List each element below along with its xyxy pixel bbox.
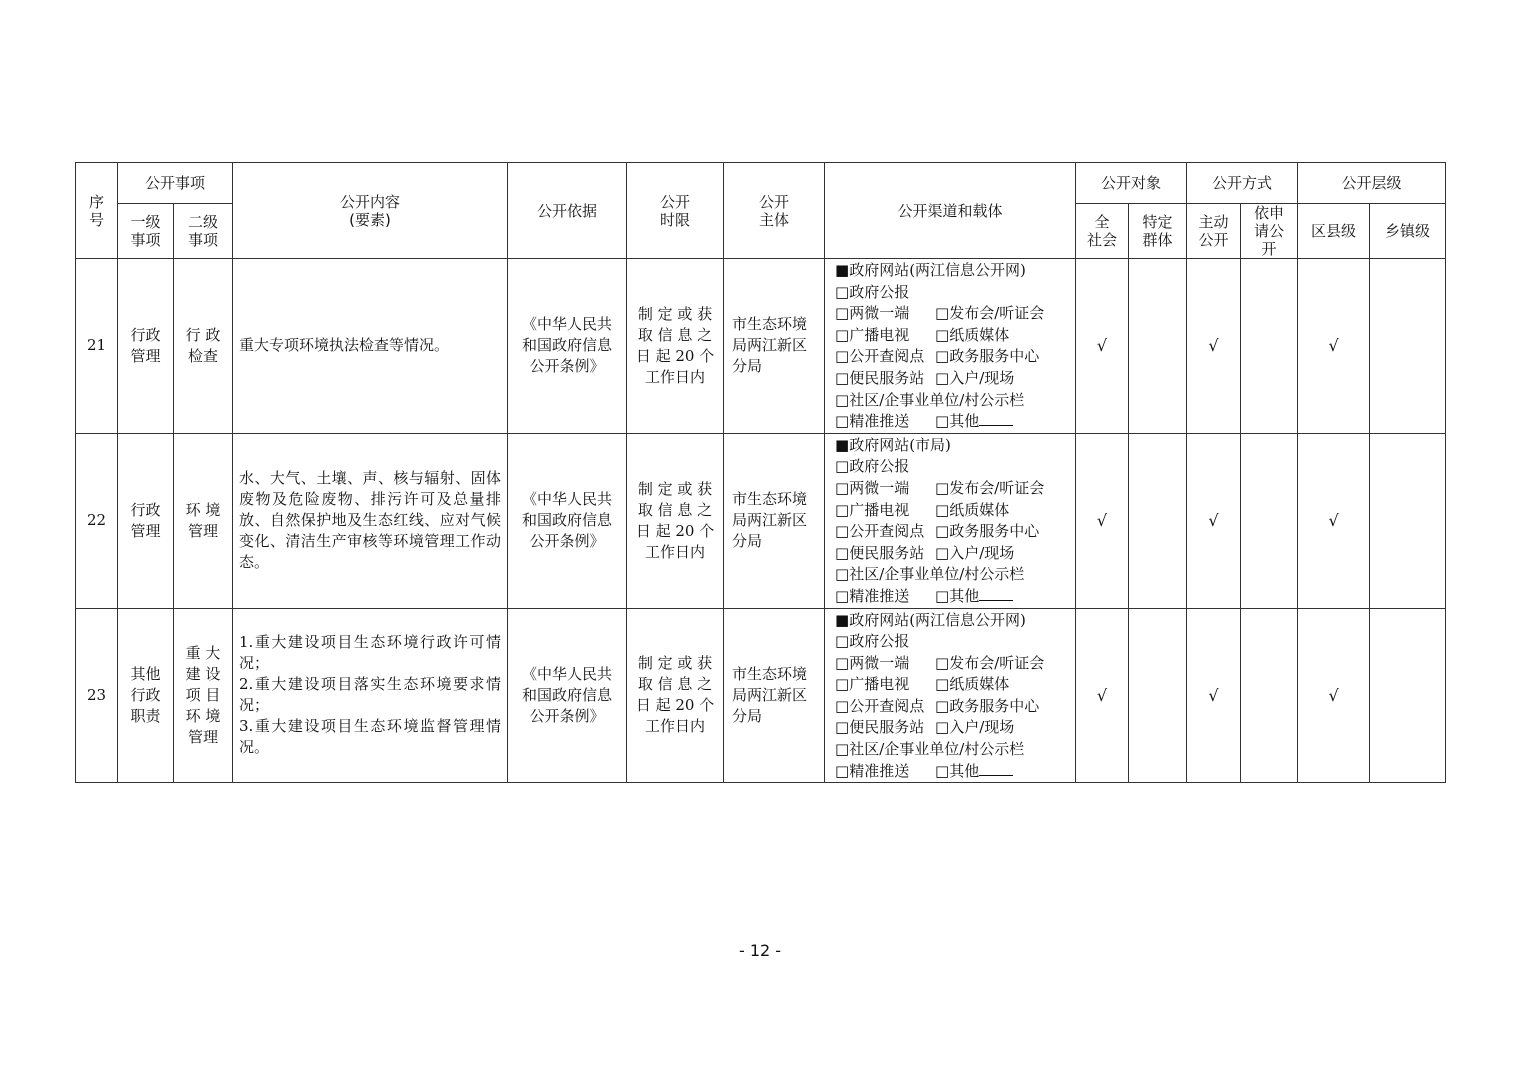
channel-broadcast <box>835 674 1075 696</box>
channel-broadcast <box>835 325 1075 347</box>
row-level1-line: 管理 <box>130 521 161 540</box>
row-seq: 22 <box>76 433 118 608</box>
channel-reading <box>835 346 1075 368</box>
channel-push-a: □精准推送 <box>835 761 910 780</box>
header-method-active <box>1187 204 1241 259</box>
channel-media-a: □两微一端 <box>835 304 910 323</box>
row-basis-line: 公开条例》 <box>529 357 605 376</box>
channel-reading <box>835 696 1075 718</box>
row-level2-line: 项 目 <box>185 685 221 704</box>
channel-website <box>835 435 1075 457</box>
header-audience-all-line-1: 全 <box>1094 213 1110 231</box>
channel-website-text: ■政府网站(市局) <box>835 435 951 454</box>
channel-reading-a: □公开查阅点 <box>835 696 925 715</box>
channel-push-b: □其他 <box>935 412 980 431</box>
channel-push <box>835 411 1075 433</box>
row-seq: 23 <box>76 608 118 783</box>
row-level1 <box>118 608 174 783</box>
row-channels <box>825 433 1076 608</box>
header-level1-line-2: 事项 <box>130 231 161 249</box>
channel-service-a: □便民服务站 <box>835 718 925 737</box>
channel-service-a: □便民服务站 <box>835 543 925 562</box>
row-time-limit <box>627 259 724 434</box>
header-subject <box>724 163 825 259</box>
row-level2-line: 建 设 <box>185 664 221 683</box>
row-level2-line: 管理 <box>188 521 219 540</box>
row-content-line: 重大专项环境执法检查等情况。 <box>239 336 450 355</box>
channel-gazette-text: □政府公报 <box>835 632 910 651</box>
header-level1-line-1: 一级 <box>130 213 161 231</box>
channel-list <box>835 609 1075 783</box>
header-content-line-1: 公开内容 <box>340 192 401 211</box>
channel-service-a: □便民服务站 <box>835 368 925 387</box>
row-audience-specific <box>1129 259 1187 434</box>
channel-website <box>835 260 1075 282</box>
channel-website <box>835 610 1075 632</box>
channel-service-b: □入户/现场 <box>935 368 1015 387</box>
header-method-request <box>1241 204 1298 259</box>
header-time-limit <box>627 163 724 259</box>
row-method-active: √ <box>1187 433 1241 608</box>
channel-blank <box>979 411 1013 426</box>
row-level-town <box>1370 433 1446 608</box>
header-time-limit-line-1: 公开 <box>660 192 691 211</box>
channel-service <box>835 717 1075 739</box>
header-level2-line-1: 二级 <box>188 213 219 231</box>
header-level-group: 公开层级 <box>1298 163 1446 204</box>
row-level2 <box>174 433 233 608</box>
row-subject-line: 分局 <box>732 532 763 551</box>
row-subject-line: 局两江新区 <box>732 511 808 530</box>
row-method-request <box>1241 259 1298 434</box>
row-audience-all: √ <box>1076 433 1129 608</box>
table-body <box>76 259 1446 783</box>
disclosure-table <box>75 162 1446 783</box>
row-level2-line: 行 政 <box>185 325 221 344</box>
channel-service-b: □入户/现场 <box>935 543 1015 562</box>
channel-service-b: □入户/现场 <box>935 718 1015 737</box>
row-time-limit-line: 取 信 息 之 <box>637 675 713 694</box>
row-basis-line: 《中华人民共 <box>522 490 613 509</box>
channel-community <box>835 564 1075 586</box>
row-content <box>233 259 508 434</box>
channel-media <box>835 653 1075 675</box>
row-method-request <box>1241 608 1298 783</box>
header-content-line-2: (要素) <box>349 210 391 229</box>
row-audience-specific <box>1129 433 1187 608</box>
channel-community-text: □社区/企事业单位/村公示栏 <box>835 565 1025 584</box>
row-content-line: 3.重大建设项目生态环境监督管理情况。 <box>239 717 502 757</box>
header-time-limit-line-2: 时限 <box>660 210 691 229</box>
row-level2-line: 环 境 <box>185 706 221 725</box>
row-channels <box>825 259 1076 434</box>
row-time-limit-line: 日 起 20 个 <box>635 346 715 365</box>
channel-website-text: ■政府网站(两江信息公开网) <box>835 610 1026 629</box>
channel-media-b: □发布会/听证会 <box>935 304 1045 323</box>
row-basis-line: 和国政府信息 <box>522 511 613 530</box>
row-level1-line: 行政 <box>130 685 161 704</box>
header-seq-char: 号 <box>88 210 104 229</box>
channel-broadcast-b: □纸质媒体 <box>935 675 1010 694</box>
channel-push-b: □其他 <box>935 586 980 605</box>
channel-push-a: □精准推送 <box>835 586 910 605</box>
channel-gazette <box>835 282 1075 304</box>
row-basis <box>508 259 627 434</box>
row-time-limit-line: 日 起 20 个 <box>635 696 715 715</box>
channel-reading-a: □公开查阅点 <box>835 347 925 366</box>
channel-media-b: □发布会/听证会 <box>935 478 1045 497</box>
row-time-limit-line: 制 定 或 获 <box>637 479 713 498</box>
page-number: - 12 - <box>738 941 782 960</box>
row-subject-line: 市生态环境 <box>732 315 808 334</box>
row-method-active: √ <box>1187 608 1241 783</box>
channel-media-a: □两微一端 <box>835 478 910 497</box>
row-basis-line: 公开条例》 <box>529 706 605 725</box>
header-basis: 公开依据 <box>508 163 627 259</box>
channel-gazette-text: □政府公报 <box>835 457 910 476</box>
header-level2 <box>174 204 233 259</box>
header-audience-group: 公开对象 <box>1076 163 1187 204</box>
channel-media-a: □两微一端 <box>835 653 910 672</box>
row-subject-line: 分局 <box>732 357 763 376</box>
row-level2-line: 重 大 <box>185 643 221 662</box>
row-content-line: 2.重大建设项目落实生态环境要求情况； <box>239 675 502 715</box>
channel-community <box>835 739 1075 761</box>
row-subject-line: 局两江新区 <box>732 336 808 355</box>
header-row-1 <box>76 163 1446 204</box>
header-seq-char: 序 <box>88 192 104 211</box>
row-basis <box>508 608 627 783</box>
row-time-limit <box>627 433 724 608</box>
row-level1-line: 行政 <box>130 500 161 519</box>
header-seq-text <box>76 193 117 229</box>
row-level1-line: 行政 <box>130 325 161 344</box>
row-subject <box>724 433 825 608</box>
row-time-limit-line: 工作日内 <box>645 367 706 386</box>
channel-reading-b: □政务服务中心 <box>935 522 1040 541</box>
channel-list <box>835 259 1075 433</box>
row-subject-line: 市生态环境 <box>732 490 808 509</box>
row-content-line: 水、大气、土壤、声、核与辐射、固体废物及危险废物、排污许可及总量排放、自然保护地及生态红线、应对气候变化、清洁生产审核等环境管理工作动态。 <box>239 469 502 572</box>
header-method-active-line-1: 主动 <box>1198 213 1229 231</box>
row-basis-line: 公开条例》 <box>529 532 605 551</box>
channel-push <box>835 761 1075 783</box>
header-audience-all-line-2: 社会 <box>1087 231 1118 249</box>
header-audience-specific <box>1129 204 1187 259</box>
channel-reading-a: □公开查阅点 <box>835 522 925 541</box>
row-time-limit-line: 工作日内 <box>645 717 706 736</box>
header-audience-specific-line-2: 群体 <box>1142 231 1173 249</box>
channel-media <box>835 303 1075 325</box>
channel-list <box>835 434 1075 608</box>
channel-broadcast <box>835 500 1075 522</box>
row-audience-all: √ <box>1076 608 1129 783</box>
channel-community <box>835 390 1075 412</box>
row-time-limit-line: 制 定 或 获 <box>637 654 713 673</box>
channel-reading-b: □政务服务中心 <box>935 347 1040 366</box>
channel-service <box>835 368 1075 390</box>
row-content <box>233 433 508 608</box>
table-row <box>76 259 1446 434</box>
row-level2-line: 管理 <box>188 727 219 746</box>
row-level-county: √ <box>1298 608 1370 783</box>
row-level2 <box>174 608 233 783</box>
row-time-limit-line: 取 信 息 之 <box>637 500 713 519</box>
row-method-active: √ <box>1187 259 1241 434</box>
row-channels <box>825 608 1076 783</box>
channel-gazette <box>835 456 1075 478</box>
channel-media-b: □发布会/听证会 <box>935 653 1045 672</box>
row-level1-line: 管理 <box>130 346 161 365</box>
header-method-request-line-3: 开 <box>1261 240 1277 258</box>
row-basis <box>508 433 627 608</box>
row-audience-specific <box>1129 608 1187 783</box>
channel-service <box>835 543 1075 565</box>
channel-reading <box>835 521 1075 543</box>
channel-reading-b: □政务服务中心 <box>935 696 1040 715</box>
header-level1 <box>118 204 174 259</box>
row-basis-line: 和国政府信息 <box>522 336 613 355</box>
row-subject <box>724 259 825 434</box>
table-row <box>76 608 1446 783</box>
row-level2 <box>174 259 233 434</box>
channel-broadcast-b: □纸质媒体 <box>935 325 1010 344</box>
row-level1-line: 其他 <box>130 664 161 683</box>
header-subject-line-2: 主体 <box>759 210 790 229</box>
row-content-line: 1.重大建设项目生态环境行政许可情况； <box>239 633 502 673</box>
channel-website-text: ■政府网站(两江信息公开网) <box>835 261 1026 279</box>
channel-broadcast-a: □广播电视 <box>835 500 910 519</box>
channel-broadcast-b: □纸质媒体 <box>935 500 1010 519</box>
header-method-active-line-2: 公开 <box>1198 231 1229 249</box>
row-time-limit-line: 工作日内 <box>645 542 706 561</box>
header-level2-line-2: 事项 <box>188 231 219 249</box>
row-subject-line: 局两江新区 <box>732 685 808 704</box>
channel-push-a: □精准推送 <box>835 412 910 431</box>
row-time-limit <box>627 608 724 783</box>
channel-broadcast-a: □广播电视 <box>835 325 910 344</box>
row-level1 <box>118 433 174 608</box>
header-level-county: 区县级 <box>1298 204 1370 259</box>
header-content <box>233 163 508 259</box>
header-method-request-line-2: 请公 <box>1254 222 1285 240</box>
row-time-limit-line: 取 信 息 之 <box>637 325 713 344</box>
header-level-town: 乡镇级 <box>1370 204 1446 259</box>
row-basis-line: 和国政府信息 <box>522 685 613 704</box>
header-method-request-line-1: 依申 <box>1254 204 1285 222</box>
row-level-county: √ <box>1298 433 1370 608</box>
channel-push-b: □其他 <box>935 761 980 780</box>
row-content <box>233 608 508 783</box>
row-level2-line: 检查 <box>188 346 219 365</box>
header-item-group: 公开事项 <box>118 163 233 204</box>
header-audience-all <box>1076 204 1129 259</box>
table-row <box>76 433 1446 608</box>
row-time-limit-line: 日 起 20 个 <box>635 521 715 540</box>
channel-blank <box>979 586 1013 601</box>
header-method-group: 公开方式 <box>1187 163 1298 204</box>
row-level2-line: 环 境 <box>185 500 221 519</box>
header-seq <box>76 163 118 259</box>
channel-broadcast-a: □广播电视 <box>835 675 910 694</box>
channel-community-text: □社区/企事业单位/村公示栏 <box>835 740 1025 759</box>
row-subject <box>724 608 825 783</box>
row-level-town <box>1370 608 1446 783</box>
row-audience-all: √ <box>1076 259 1129 434</box>
row-subject-line: 市生态环境 <box>732 664 808 683</box>
row-level-county: √ <box>1298 259 1370 434</box>
header-channels: 公开渠道和载体 <box>825 163 1076 259</box>
row-level1-line: 职责 <box>130 706 161 725</box>
channel-gazette-text: □政府公报 <box>835 282 910 301</box>
row-basis-line: 《中华人民共 <box>522 664 613 683</box>
row-method-request <box>1241 433 1298 608</box>
header-subject-line-1: 公开 <box>759 192 790 211</box>
row-level-town <box>1370 259 1446 434</box>
channel-community-text: □社区/企事业单位/村公示栏 <box>835 390 1025 409</box>
channel-blank <box>979 761 1013 776</box>
channel-gazette <box>835 631 1075 653</box>
row-seq: 21 <box>76 259 118 434</box>
header-audience-specific-line-1: 特定 <box>1142 213 1173 231</box>
row-basis-line: 《中华人民共 <box>522 315 613 334</box>
row-time-limit-line: 制 定 或 获 <box>637 304 713 323</box>
channel-push <box>835 586 1075 608</box>
row-subject-line: 分局 <box>732 706 763 725</box>
row-level1 <box>118 259 174 434</box>
channel-media <box>835 478 1075 500</box>
